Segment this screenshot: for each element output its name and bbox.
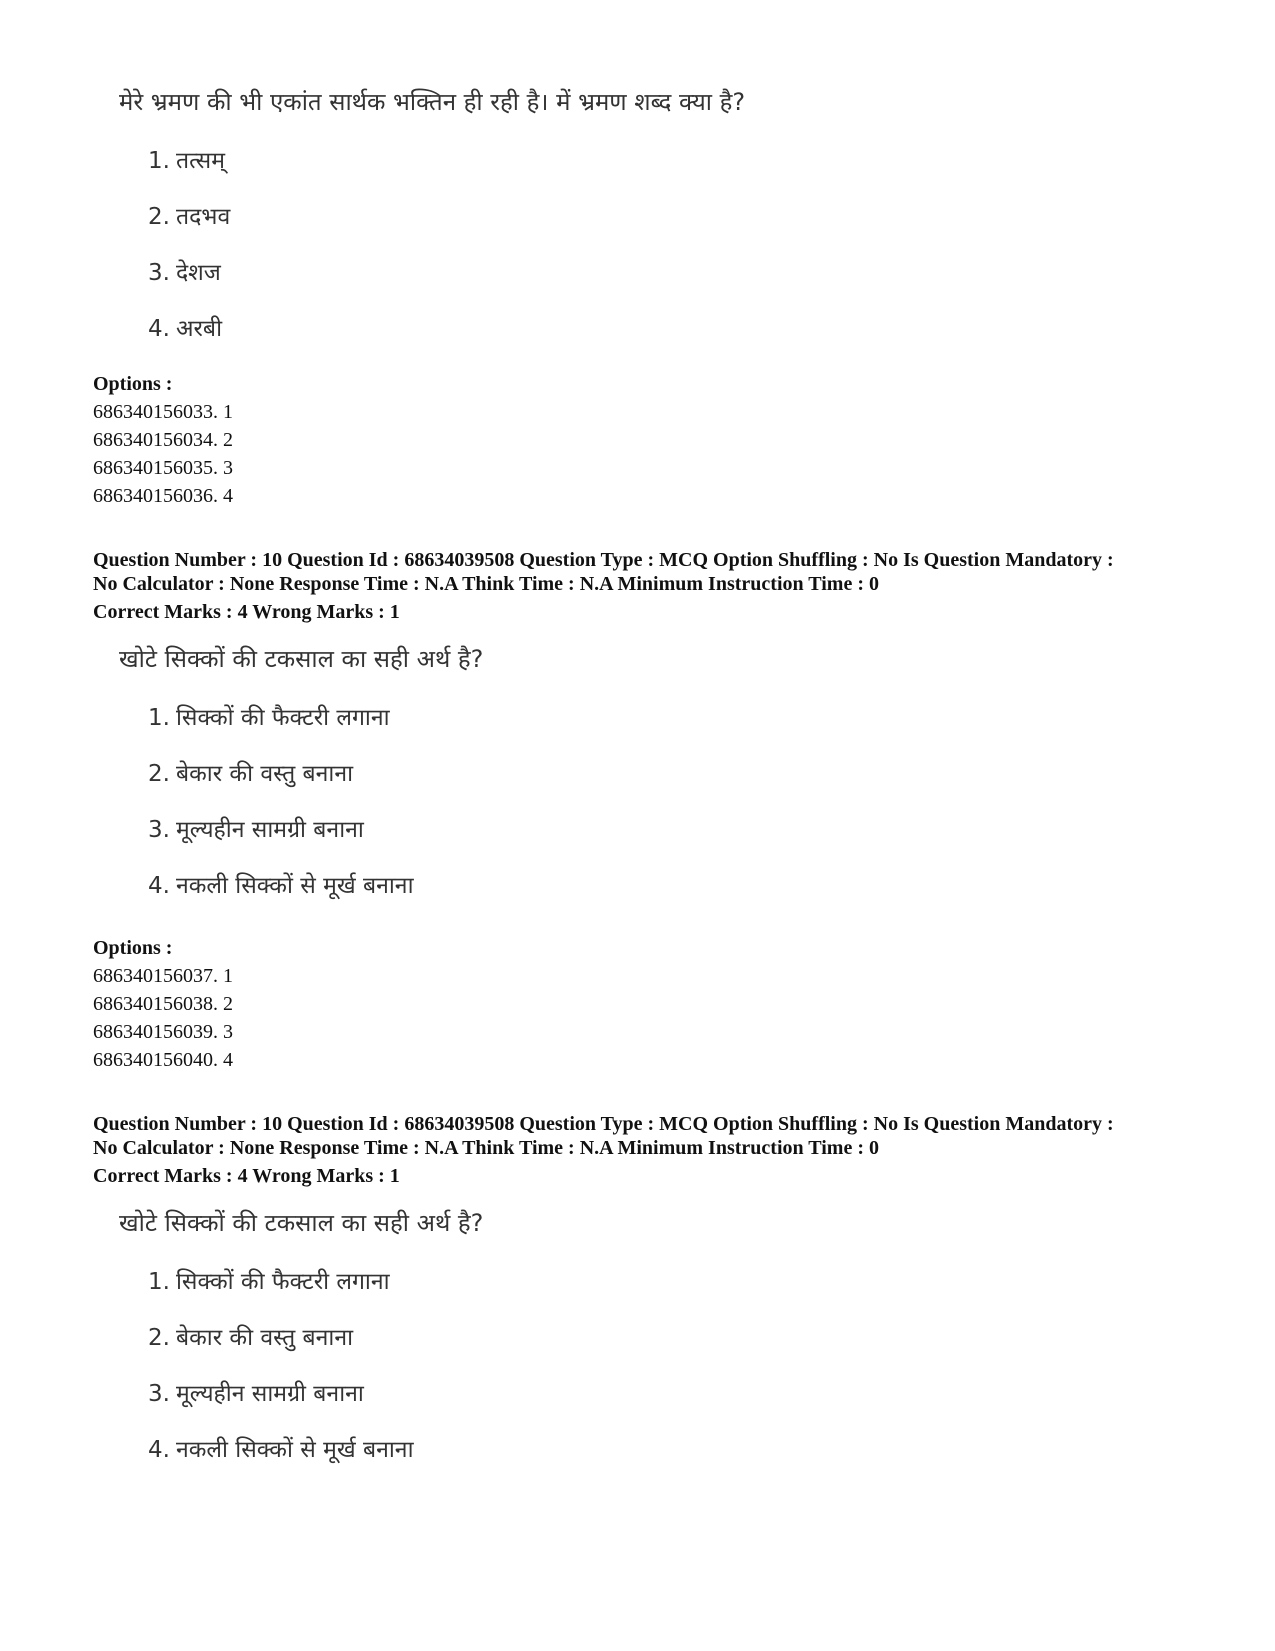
- choice-item: [148, 257, 221, 289]
- option-row: 686340156035. 3: [93, 457, 233, 479]
- option-row: 686340156039. 3: [93, 1021, 233, 1043]
- choice-number: 4.: [148, 873, 170, 899]
- option-row: 686340156033. 1: [93, 401, 233, 423]
- question-text: खोटे सिक्कों की टकसाल का सही अर्थ है?: [119, 1209, 484, 1237]
- choice-text: देशज: [175, 260, 221, 286]
- choice-number: 3.: [148, 1381, 170, 1407]
- choice-item: [148, 145, 225, 177]
- choice-text: बेकार की वस्तु बनाना: [175, 1325, 354, 1351]
- choice-number: 3.: [148, 260, 170, 286]
- choice-number: 4.: [148, 1437, 170, 1463]
- choice-number: 2.: [148, 204, 170, 230]
- choice-number: 2.: [148, 761, 170, 787]
- choice-number: 4.: [148, 316, 170, 342]
- choice-text: तदभव: [175, 204, 231, 230]
- choice-item: [148, 814, 364, 846]
- option-row: 686340156038. 2: [93, 993, 233, 1015]
- option-row: 686340156036. 4: [93, 485, 233, 507]
- choice-text: मूल्यहीन सामग्री बनाना: [175, 1381, 364, 1407]
- marks-line: Correct Marks : 4 Wrong Marks : 1: [93, 1165, 400, 1187]
- choice-text: अरबी: [175, 316, 223, 342]
- choice-number: 3.: [148, 817, 170, 843]
- options-label: Options :: [93, 373, 173, 395]
- choice-item: [148, 1322, 353, 1354]
- question-text: खोटे सिक्कों की टकसाल का सही अर्थ है?: [119, 645, 484, 673]
- option-row: 686340156034. 2: [93, 429, 233, 451]
- options-label: Options :: [93, 937, 173, 959]
- question-meta-line: Question Number : 10 Question Id : 68634039508 Question Type : MCQ Option Shuffling : No Is Question Mandatory :: [93, 1113, 1114, 1135]
- marks-line: Correct Marks : 4 Wrong Marks : 1: [93, 601, 400, 623]
- choice-item: [148, 1378, 364, 1410]
- choice-text: नकली सिक्कों से मूर्ख बनाना: [175, 873, 414, 899]
- question-text: मेरे भ्रमण की भी एकांत सार्थक भक्तिन ही रही है। में भ्रमण शब्द क्या है?: [119, 88, 746, 116]
- choice-item: [148, 313, 222, 345]
- choice-text: तत्सम्: [175, 148, 225, 174]
- choice-item: [148, 1266, 390, 1298]
- choice-text: मूल्यहीन सामग्री बनाना: [175, 817, 364, 843]
- choice-text: बेकार की वस्तु बनाना: [175, 761, 354, 787]
- choice-number: 1.: [148, 148, 170, 174]
- choice-text: सिक्कों की फैक्टरी लगाना: [175, 1269, 390, 1295]
- choice-text: नकली सिक्कों से मूर्ख बनाना: [175, 1437, 414, 1463]
- choice-number: 1.: [148, 1269, 170, 1295]
- choice-number: 1.: [148, 705, 170, 731]
- option-row: 686340156037. 1: [93, 965, 233, 987]
- question-meta-line: No Calculator : None Response Time : N.A Think Time : N.A Minimum Instruction Time : 0: [93, 573, 879, 595]
- choice-item: [148, 758, 353, 790]
- choice-item: [148, 870, 414, 902]
- choice-number: 2.: [148, 1325, 170, 1351]
- choice-text: सिक्कों की फैक्टरी लगाना: [175, 705, 390, 731]
- choice-item: [148, 1434, 414, 1466]
- question-meta-line: Question Number : 10 Question Id : 68634039508 Question Type : MCQ Option Shuffling : No Is Question Mandatory :: [93, 549, 1114, 571]
- choice-item: [148, 702, 390, 734]
- choice-item: [148, 201, 230, 233]
- question-meta-line: No Calculator : None Response Time : N.A Think Time : N.A Minimum Instruction Time : 0: [93, 1137, 879, 1159]
- option-row: 686340156040. 4: [93, 1049, 233, 1071]
